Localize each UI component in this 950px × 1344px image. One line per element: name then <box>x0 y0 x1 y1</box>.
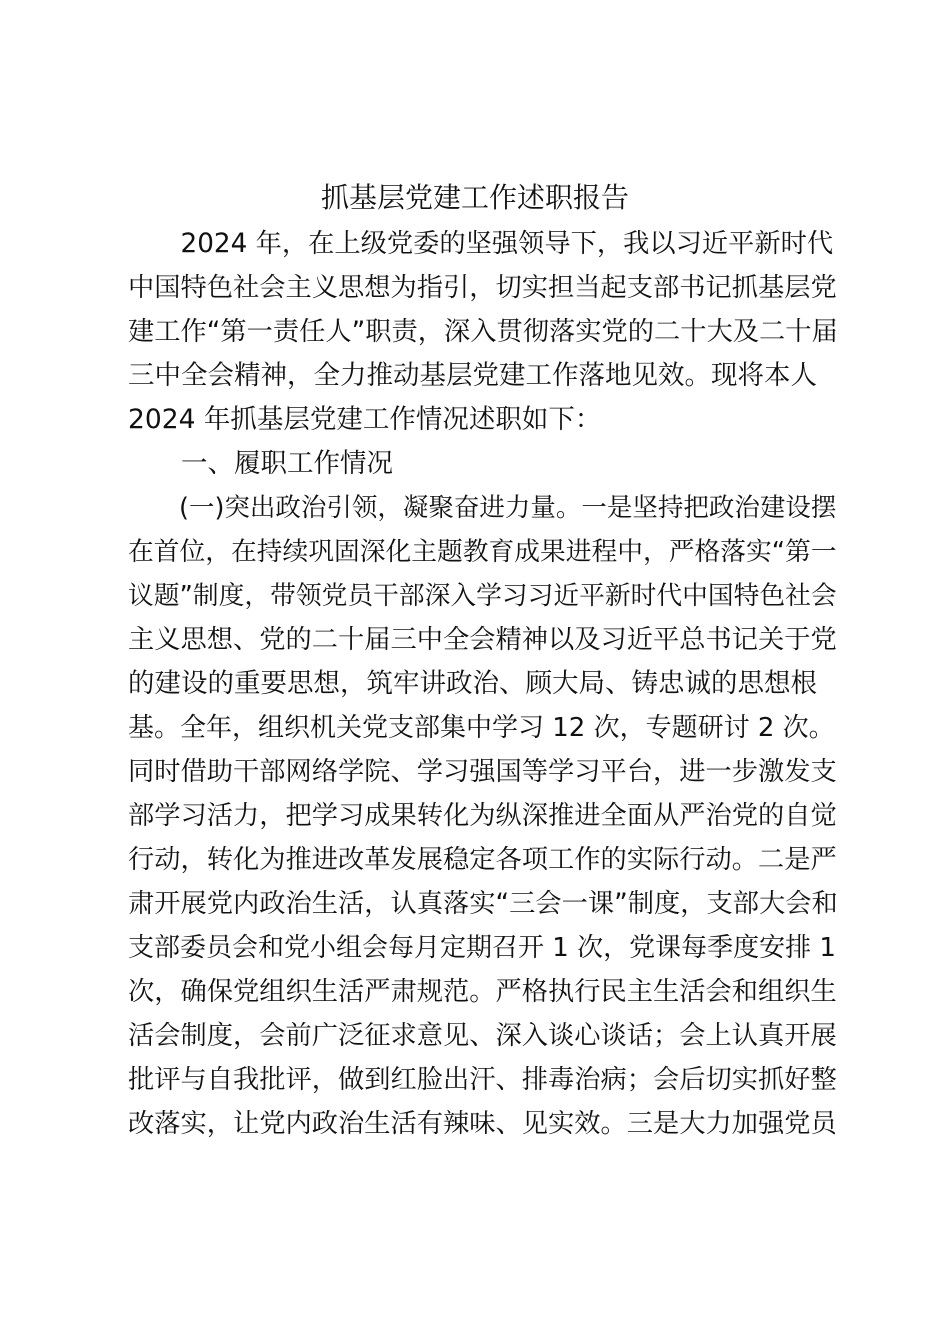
body-line: 基。全年，组织机关党支部集中学习 12 次，专题研讨 2 次。 <box>128 713 835 743</box>
body-line: 主义思想、党的二十届三中全会精神以及习近平总书记关于党 <box>128 625 837 655</box>
body-line: 肃开展党内政治生活，认真落实“三会一课”制度，支部大会和 <box>128 889 838 919</box>
body-line: 部学习活力，把学习成果转化为纵深推进全面从严治党的自觉 <box>128 801 837 831</box>
body-line: 同时借助干部网络学院、学习强国等学习平台，进一步激发支 <box>128 757 837 787</box>
body-line: 三中全会精神，全力推动基层党建工作落地见效。现将本人 <box>128 360 817 391</box>
body-line: 建工作“第一责任人”职责，深入贯彻落实党的二十大及二十届 <box>128 317 838 347</box>
body-line: 议题”制度，带领党员干部深入学习习近平新时代中国特色社会 <box>128 581 837 611</box>
body-line: 活会制度，会前广泛征求意见、深入谈心谈话；会上认真开展 <box>128 1021 837 1051</box>
body-line: 支部委员会和党小组会每月定期召开 1 次，党课每季度安排 1 <box>128 933 836 963</box>
body-line: (一)突出政治引领，凝聚奋进力量。一是坚持把政治建设摆 <box>128 493 837 523</box>
body-line: 批评与自我批评，做到红脸出汗、排毒治病；会后切实抓好整 <box>128 1065 837 1095</box>
body-line: 2024 年，在上级党委的坚强领导下，我以习近平新时代 <box>128 229 834 259</box>
body-line: 在首位，在持续巩固深化主题教育成果进程中，严格落实“第一 <box>128 537 837 567</box>
body-line: 中国特色社会主义思想为指引，切实担当起支部书记抓基层党 <box>128 273 837 303</box>
body-line: 的建设的重要思想，筑牢讲政治、顾大局、铸忠诚的思想根 <box>128 668 817 699</box>
section-heading: 一、履职工作情况 <box>128 448 393 479</box>
body-line: 次，确保党组织生活严肃规范。严格执行民主生活会和组织生 <box>128 977 837 1007</box>
document-title: 抓基层党建工作述职报告 <box>320 181 629 214</box>
body-line: 行动，转化为推进改革发展稳定各项工作的实际行动。二是严 <box>128 845 837 875</box>
body-line: 改落实，让党内政治生活有辣味、见实效。三是大力加强党员 <box>128 1109 837 1139</box>
body-line: 2024 年抓基层党建工作情况述职如下： <box>128 404 602 435</box>
